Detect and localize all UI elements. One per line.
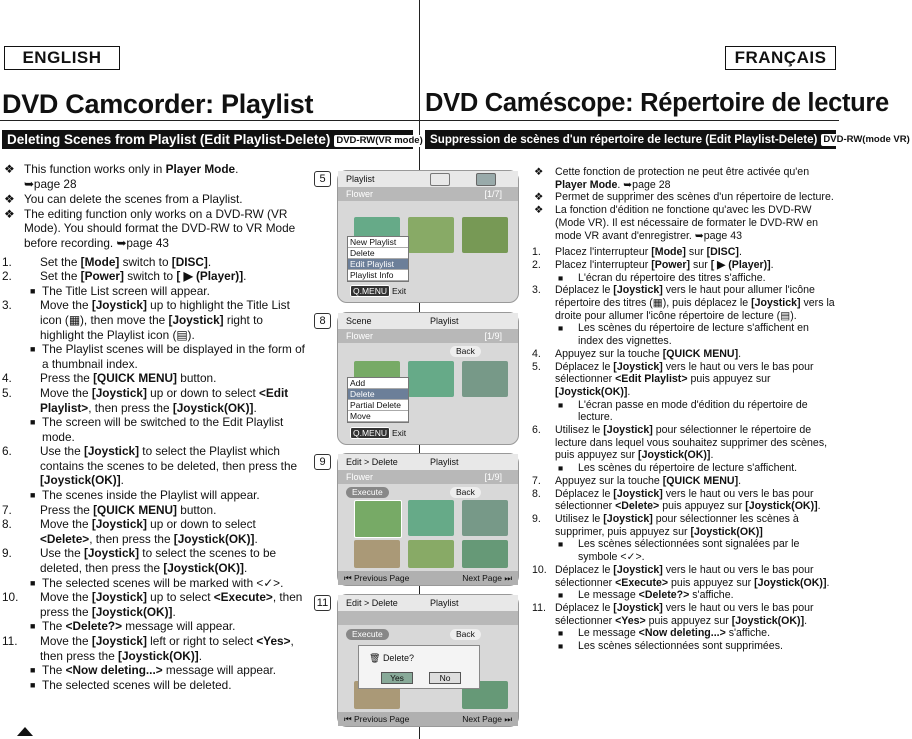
step-5-fr: 5. Déplacez le [Joystick] vers le haut ou vers le bas pour sélectionner <Edit Playlist> puis appuyez sur [Joystick(OK)]. — [532, 360, 814, 398]
step-11-en: 11. Move the [Joystick] left or right to select <Yes>, then press the [Joystick(OK)]. — [2, 634, 294, 663]
back-button-9[interactable]: Back — [450, 487, 481, 498]
step-5-note-en: ■ The screen will be switched to the Edit Playlist mode. — [30, 415, 284, 444]
section-title-en: Deleting Scenes from Playlist (Edit Playlist-Delete) — [7, 132, 331, 147]
instructions-en — [2, 162, 308, 692]
step-6-fr: 6. Utilisez le [Joystick] pour sélectionner le répertoire de lecture dans lequel vous souhaitez supprimer des scènes, puis appuyez sur [Joystick(OK)]. — [532, 424, 828, 462]
step-11-fr: 11. Déplacez le [Joystick] vers le haut ou vers le bas pour sélectionner <Yes> puis appuyez sur [Joystick(OK)]. — [532, 601, 814, 627]
screen-step-9 — [337, 453, 519, 586]
menu-item-delete[interactable]: Delete — [348, 389, 408, 400]
section-heading-en — [2, 130, 423, 149]
step-9-en: 9. Use the [Joystick] to select the scenes to be deleted, then press the [Joystick(OK)]. — [2, 546, 277, 576]
page-title-fr: DVD Caméscope: Répertoire de lecture — [425, 89, 889, 117]
screen-11-subbar — [338, 611, 518, 625]
quick-menu-8 — [347, 377, 409, 423]
step-6-note-fr: ■ Les scènes du répertoire de lecture s'affichent. — [558, 462, 798, 475]
thumbnail[interactable] — [462, 500, 508, 536]
title-rule-fr — [420, 120, 839, 121]
up-arrow-icon — [17, 727, 33, 736]
previous-page-button[interactable]: ⏮ Previous Page — [344, 573, 410, 583]
screen-step-8 — [337, 312, 519, 445]
step-10-note-en: ■ The <Delete?> message will appear. — [30, 619, 236, 634]
screen-step-5-number: 5 — [314, 171, 331, 187]
thumbnail[interactable] — [354, 540, 400, 568]
thumbnail[interactable] — [462, 540, 508, 568]
step-4-en: 4. Press the [QUICK MENU] button. — [2, 371, 217, 386]
screen-11-header: Edit > Delete Playlist — [338, 595, 518, 611]
bullet-2-fr: ❖ Permet de supprimer des scènes d'un répertoire de lecture. — [534, 191, 834, 204]
screen-step-5 — [337, 170, 519, 303]
step-6-en: 6. Use the [Joystick] to select the Playlist which contains the scenes to be deleted, then press the [Joystick(OK)]. — [2, 444, 298, 488]
menu-item-add[interactable]: Add — [348, 378, 408, 389]
thumbnail[interactable] — [408, 540, 454, 568]
quick-menu-5 — [347, 236, 409, 282]
instructions-fr — [532, 166, 837, 653]
thumbnail[interactable] — [408, 500, 454, 536]
no-button[interactable]: No — [429, 672, 461, 684]
step-3-fr: 3. Déplacez le [Joystick] vers le haut pour allumer l'icône répertoire des titres (▦), puis déplacez le [Joystick] vers la droite pour allumer l'icône répertoire de lecture (▤). — [532, 284, 835, 322]
section-badge-en: DVD-RW(VR mode) — [336, 135, 423, 146]
screen-step-8-number: 8 — [314, 313, 331, 329]
screen-5-header: Playlist — [338, 171, 518, 187]
step-10-note-fr: ■ Le message <Delete?> s'affiche. — [558, 589, 734, 602]
screen-step-11 — [337, 594, 519, 727]
qmenu-exit-5: Q.MENU Exit — [350, 286, 406, 297]
step-2-en: 2. Set the [Power] switch to [ ▶ (Player)]. — [2, 269, 247, 284]
step-1-fr: 1. Placez l'interrupteur [Mode] sur [DISC]. — [532, 246, 742, 259]
thumbnail-selected[interactable] — [354, 500, 402, 538]
bullet-1-en: ❖ This function works only in Player Mode. ➥page 28 — [4, 162, 239, 191]
language-tag-en: ENGLISH — [4, 46, 120, 70]
step-3-note-en: ■ The Playlist scenes will be displayed in the form of a thumbnail index. — [30, 342, 305, 371]
bullet-3-fr: ❖ La fonction d'édition ne fonctione qu'avec les DVD-RW (Mode VR). Il est nécessaire de formater le DVD-RW en mode VR avant d'enregistrer. ➥page 43 — [534, 204, 818, 242]
back-button-8[interactable]: Back — [450, 346, 481, 357]
thumbnail — [462, 361, 508, 397]
yes-button[interactable]: Yes — [381, 672, 413, 684]
thumbnail — [408, 217, 454, 253]
step-9-note-fr: ■ Les scènes sélectionnées sont signalées par le symbole <✓>. — [558, 538, 800, 564]
section-heading-fr — [425, 130, 910, 149]
thumbnail — [462, 217, 508, 253]
step-11-note-1-fr: ■ Le message <Now deleting...> s'affiche. — [558, 627, 771, 640]
bullet-1-fr: ❖ Cette fonction de protection ne peut être activée qu'en Player Mode. ➥page 28 — [534, 166, 810, 191]
step-10-fr: 10. Déplacez le [Joystick] vers le haut ou vers le bas pour sélectionner <Execute> puis appuyez sur [Joystick(OK)]. — [532, 563, 830, 589]
section-badge-fr: DVD-RW(mode VR) — [823, 134, 910, 145]
execute-button-9[interactable]: Execute — [346, 487, 389, 498]
step-2-fr: 2. Placez l'interrupteur [Power] sur [ ▶ (Player)]. — [532, 258, 774, 271]
menu-item-move[interactable]: Move — [348, 411, 408, 422]
step-11-note-2-en: ■ The selected scenes will be deleted. — [30, 677, 232, 692]
page-navigation-9 — [338, 571, 518, 585]
step-10-en: 10. Move the [Joystick] up to select <Execute>, then press the [Joystick(OK)]. — [2, 590, 303, 619]
bullet-3-en: ❖ The editing function only works on a DVD-RW (VR Mode). You should format the DVD-RW to VR Mode before recording. ➥page 43 — [4, 206, 296, 250]
next-page-button[interactable]: Next Page ⏭ — [462, 573, 512, 583]
step-7-en: 7. Press the [QUICK MENU] button. — [2, 502, 217, 517]
step-9-fr: 9. Utilisez le [Joystick] pour sélectionner les scènes à supprimer, puis appuyez sur [Joystick(OK)] — [532, 512, 799, 538]
step-5-en: 5. Move the [Joystick] up or down to select <Edit Playlist>, then press the [Joystick(OK)]. — [2, 385, 289, 415]
screen-9-subbar: Flower [1/9] — [338, 470, 518, 484]
step-2-note-fr: ■ L'écran du répertoire des titres s'affiche. — [558, 271, 766, 284]
step-6-note-en: ■ The scenes inside the Playlist will appear. — [30, 488, 260, 503]
step-3-note-fr: ■ Les scènes du répertoire de lecture s'affichent en index des vignettes. — [558, 322, 809, 348]
screen-step-11-number: 11 — [314, 595, 331, 611]
step-11-note-2-fr: ■ Les scènes sélectionnées sont supprimées. — [558, 640, 783, 653]
step-5-note-fr: ■ L'écran passe en mode d'édition du répertoire de lecture. — [558, 398, 808, 424]
menu-item-delete[interactable]: Delete — [348, 248, 408, 259]
page-navigation-11 — [338, 712, 518, 726]
thumbnail — [408, 361, 454, 397]
screen-5-subbar: Flower [1/7] — [338, 187, 518, 201]
menu-item-new-playlist[interactable]: New Playlist — [348, 237, 408, 248]
step-11-note-1-en: ■ The <Now deleting...> message will appear. — [30, 663, 277, 678]
section-title-fr: Suppression de scènes d'un répertoire de lecture (Edit Playlist-Delete) — [430, 133, 818, 146]
screen-8-header: Scene Playlist — [338, 313, 518, 329]
back-button-11[interactable]: Back — [450, 629, 481, 640]
bullet-2-en: ❖ You can delete the scenes from a Playlist. — [4, 192, 243, 207]
menu-item-partial-delete[interactable]: Partial Delete — [348, 400, 408, 411]
execute-button-11[interactable]: Execute — [346, 629, 389, 640]
step-8-en: 8. Move the [Joystick] up or down to select <Delete>, then press the [Joystick(OK)]. — [2, 517, 258, 546]
step-7-fr: 7. Appuyez sur la touche [QUICK MENU]. — [532, 474, 742, 487]
page-title-en: DVD Camcorder: Playlist — [2, 89, 314, 119]
step-4-fr: 4. Appuyez sur la touche [QUICK MENU]. — [532, 347, 742, 360]
dialog-message: 🗑 Delete? — [369, 653, 414, 663]
title-list-icon — [430, 173, 450, 186]
step-8-fr: 8. Déplacez le [Joystick] vers le haut ou vers le bas pour sélectionner <Delete> puis appuyez sur [Joystick(OK)]. — [532, 487, 821, 513]
menu-item-edit-playlist[interactable]: Edit Playlist — [348, 259, 408, 270]
qmenu-exit-8: Q.MENU Exit — [350, 428, 406, 439]
language-tag-fr: FRANÇAIS — [725, 46, 836, 70]
screen-9-thumbnails — [344, 486, 512, 577]
step-1-en: 1. Set the [Mode] switch to [DISC]. — [2, 254, 212, 269]
screen-step-9-number: 9 — [314, 454, 331, 470]
step-2-note-en: ■ The Title List screen will appear. — [30, 283, 210, 298]
menu-item-playlist-info[interactable]: Playlist Info — [348, 270, 408, 281]
title-rule-en — [0, 120, 419, 121]
screen-8-subbar: Flower [1/9] — [338, 329, 518, 343]
screen-9-header: Edit > Delete Playlist — [338, 454, 518, 470]
playlist-icon — [476, 173, 496, 186]
step-3-en: 3. Move the [Joystick] up to highlight the Title List icon (▦), then move the [Joystick] right to highlight the Playlist icon (▤). — [2, 298, 290, 342]
step-9-note-en: ■ The selected scenes will be marked with <✓>. — [30, 575, 284, 590]
delete-dialog — [358, 645, 480, 689]
next-page-button[interactable]: Next Page ⏭ — [462, 714, 512, 724]
previous-page-button[interactable]: ⏮ Previous Page — [344, 714, 410, 724]
